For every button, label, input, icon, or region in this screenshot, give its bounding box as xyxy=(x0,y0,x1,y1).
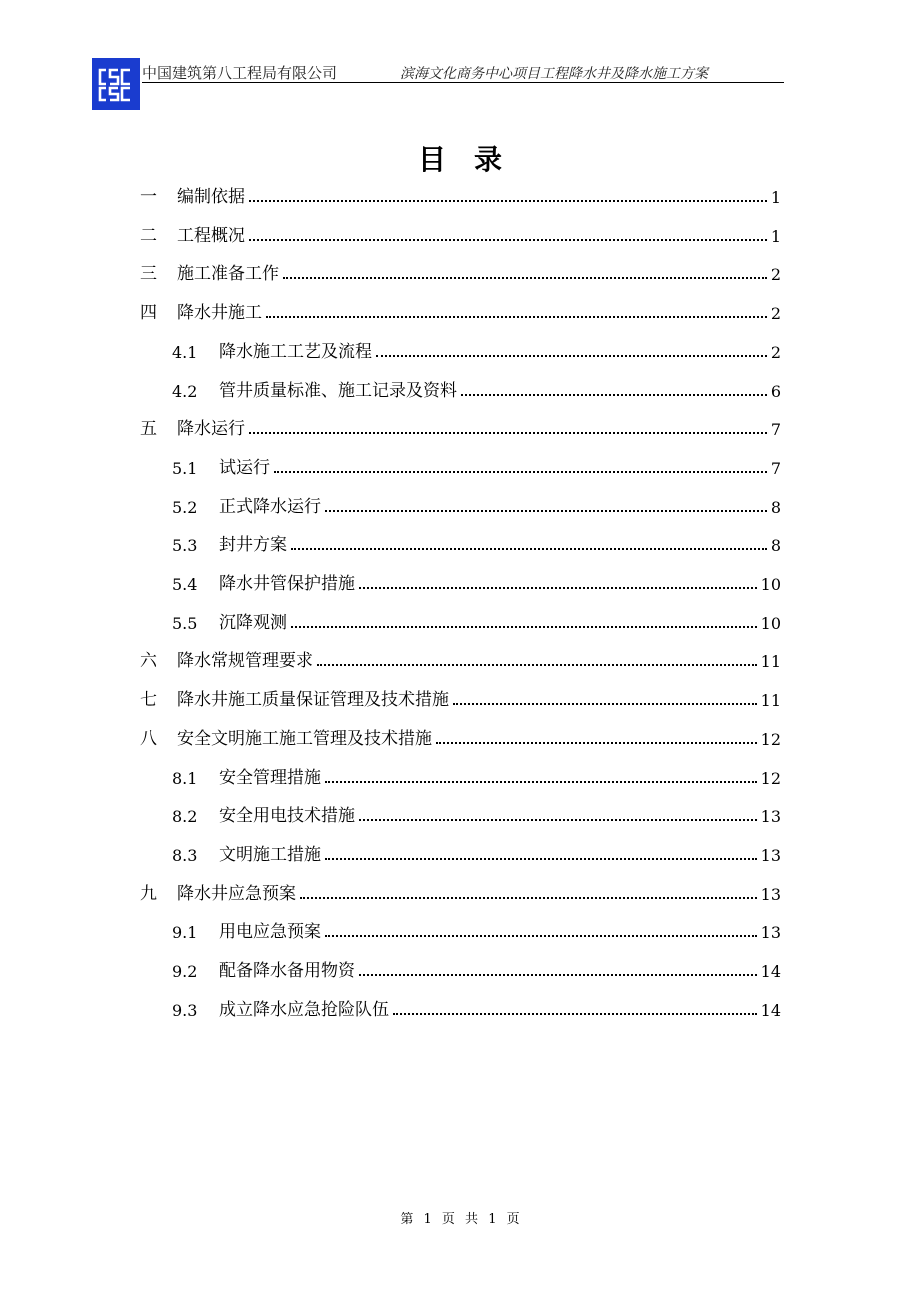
toc-entry[interactable] xyxy=(172,841,781,865)
toc-entry-number: 4.1 xyxy=(172,342,198,362)
toc-entry-page: 2 xyxy=(770,342,781,362)
toc-entry-label: 安全文明施工施工管理及技术措施 xyxy=(177,728,432,749)
toc-leader-dots xyxy=(291,626,757,628)
toc-leader-dots xyxy=(461,394,767,396)
toc-entry-label: 试运行 xyxy=(219,457,270,478)
toc-entry-page: 6 xyxy=(770,381,781,401)
company-name: 中国建筑第八工程局有限公司 xyxy=(142,64,338,82)
toc-entry-number: 七 xyxy=(140,690,157,711)
toc-entry-page: 7 xyxy=(770,458,781,478)
toc-entry-page: 1 xyxy=(770,226,781,246)
toc-entry-page: 13 xyxy=(760,845,781,865)
toc-entry-page: 11 xyxy=(760,691,781,711)
toc-entry-label: 管井质量标准、施工记录及资料 xyxy=(219,380,457,401)
toc-leader-dots xyxy=(325,781,757,783)
toc-entry-number: 4.2 xyxy=(172,381,198,401)
toc-leader-dots xyxy=(325,858,757,860)
toc-entry-number: 9.1 xyxy=(172,923,198,943)
toc-entry[interactable] xyxy=(140,222,781,246)
toc-entry-number: 三 xyxy=(140,264,157,285)
toc-entry[interactable] xyxy=(140,183,781,207)
toc-entry-page: 7 xyxy=(770,420,781,440)
toc-leader-dots xyxy=(325,935,757,937)
toc-leader-dots xyxy=(436,742,757,744)
toc-leader-dots xyxy=(359,974,757,976)
toc-leader-dots xyxy=(291,548,767,550)
toc-leader-dots xyxy=(274,471,767,473)
toc-entry-label: 降水井应急预案 xyxy=(177,883,296,904)
toc-entry-page: 8 xyxy=(770,497,781,517)
toc-leader-dots xyxy=(317,664,757,666)
toc-entry-page: 1 xyxy=(770,188,781,207)
toc-entry-label: 成立降水应急抢险队伍 xyxy=(219,999,389,1020)
toc-entry-label: 安全用电技术措施 xyxy=(219,806,355,827)
toc-entry-label: 文明施工措施 xyxy=(219,844,321,865)
toc-entry-number: 5.3 xyxy=(172,536,198,556)
toc-entry-label: 用电应急预案 xyxy=(219,922,321,943)
toc-leader-dots xyxy=(300,897,757,899)
toc-leader-dots xyxy=(359,587,757,589)
toc-entry-number: 八 xyxy=(140,728,157,749)
toc-entry-number: 9.3 xyxy=(172,1000,198,1020)
header-rule xyxy=(142,82,784,83)
toc-entry-label: 编制依据 xyxy=(177,187,245,207)
toc-entry[interactable] xyxy=(172,802,781,826)
toc-entry-page: 12 xyxy=(760,768,781,788)
toc-entry[interactable] xyxy=(172,957,781,981)
toc-leader-dots xyxy=(376,355,767,357)
page-header xyxy=(92,58,784,112)
toc-entry[interactable] xyxy=(140,260,781,284)
toc-entry-number: 5.2 xyxy=(172,497,198,517)
toc-entry[interactable] xyxy=(172,609,781,633)
toc-entry-page: 10 xyxy=(760,575,781,594)
toc-entry-number: 四 xyxy=(140,303,157,324)
toc-entry-label: 降水常规管理要求 xyxy=(177,651,313,672)
toc-entry[interactable] xyxy=(172,454,781,478)
toc-entry-label: 安全管理措施 xyxy=(219,767,321,788)
toc-entry-number: 5.4 xyxy=(172,575,198,594)
toc-entry[interactable] xyxy=(172,531,781,555)
toc-entry[interactable] xyxy=(172,377,781,401)
toc-leader-dots xyxy=(249,239,767,241)
toc-leader-dots xyxy=(453,703,757,705)
toc-entry-page: 11 xyxy=(760,652,781,672)
toc-leader-dots xyxy=(266,316,767,318)
toc-entry-number: 8.3 xyxy=(172,845,198,865)
toc-leader-dots xyxy=(359,819,757,821)
toc-entry-number: 8.2 xyxy=(172,807,198,827)
toc-leader-dots xyxy=(325,510,767,512)
cscec-logo-mark-icon xyxy=(96,64,136,104)
toc-entry-label: 沉降观测 xyxy=(219,612,287,633)
toc-entry[interactable] xyxy=(140,415,781,439)
toc-leader-dots xyxy=(249,432,767,434)
toc-entry[interactable] xyxy=(172,918,781,942)
toc-entry[interactable] xyxy=(140,686,781,710)
toc-entry-label: 封井方案 xyxy=(219,535,287,556)
toc-entry-label: 降水井施工 xyxy=(177,303,262,324)
toc-entry-number: 8.1 xyxy=(172,768,198,788)
toc-entry[interactable] xyxy=(172,764,781,788)
toc-entry-label: 施工准备工作 xyxy=(177,264,279,285)
toc-entry-label: 降水井施工质量保证管理及技术措施 xyxy=(177,690,449,711)
toc-entry-label: 降水运行 xyxy=(177,419,245,440)
toc-entry[interactable] xyxy=(172,338,781,362)
toc-entry-page: 2 xyxy=(770,265,781,285)
toc-entry[interactable] xyxy=(172,996,781,1020)
toc-entry-number: 5.1 xyxy=(172,458,198,478)
toc-entry-number: 二 xyxy=(140,225,157,246)
toc-entry-label: 配备降水备用物资 xyxy=(219,961,355,981)
toc-entry-page: 12 xyxy=(760,729,781,749)
toc-entry-number: 五 xyxy=(140,419,157,440)
toc-entry-label: 正式降水运行 xyxy=(219,496,321,517)
page-footer: 第 1 页 共 1 页 xyxy=(400,1212,520,1227)
toc-leader-dots xyxy=(249,200,767,202)
toc-entry-number: 六 xyxy=(140,651,157,672)
toc-entry-number: 一 xyxy=(140,187,157,207)
toc-entry-label: 降水施工工艺及流程 xyxy=(219,341,372,362)
toc-leader-dots xyxy=(283,277,767,279)
toc-entry-number: 5.5 xyxy=(172,613,198,633)
toc-entry-page: 2 xyxy=(770,304,781,324)
toc-entry-page: 13 xyxy=(760,884,781,904)
toc-entry-page: 14 xyxy=(760,1000,781,1020)
toc-leader-dots xyxy=(393,1013,757,1015)
toc-entry-page: 13 xyxy=(760,923,781,943)
toc-entry-page: 14 xyxy=(760,962,781,981)
toc-entry-label: 降水井管保护措施 xyxy=(219,574,355,594)
toc-entry[interactable] xyxy=(140,880,781,904)
toc-entry[interactable] xyxy=(140,725,781,749)
toc-entry[interactable] xyxy=(140,647,781,671)
toc-entry-number: 九 xyxy=(140,883,157,904)
toc-entry[interactable] xyxy=(140,299,781,323)
cscec-logo xyxy=(92,58,140,110)
toc-entry-page: 13 xyxy=(760,807,781,827)
toc-entry-number: 9.2 xyxy=(172,962,198,981)
toc-title: 目录 xyxy=(417,143,530,176)
toc-entry[interactable] xyxy=(172,570,781,594)
toc-entry-page: 8 xyxy=(770,536,781,556)
project-title: 滨海文化商务中心项目工程降水井及降水施工方案 xyxy=(400,66,708,82)
toc-entry-page: 10 xyxy=(760,613,781,633)
toc-entry[interactable] xyxy=(172,493,781,517)
toc-entry-label: 工程概况 xyxy=(177,225,245,246)
